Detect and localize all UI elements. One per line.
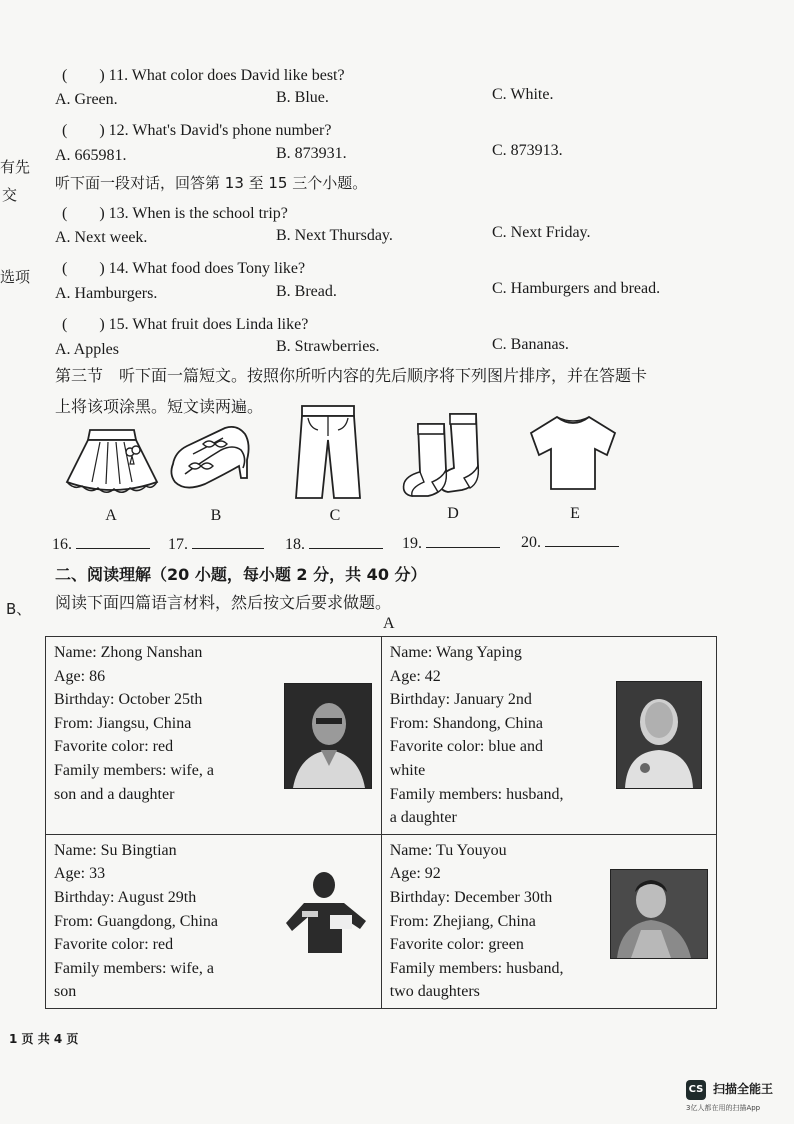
profile-line: white	[389, 761, 426, 779]
answer-blank-17[interactable]	[168, 534, 264, 554]
skirt-icon	[62, 420, 162, 500]
option-15-b: B. Strawberries.	[276, 338, 380, 355]
answer-blank-18[interactable]	[285, 534, 383, 554]
option-14-b: B. Bread.	[276, 283, 337, 300]
profile-line: Age: 42	[389, 667, 441, 685]
profile-line: son and a daughter	[54, 785, 175, 803]
profile-line: Favorite color: red	[54, 738, 174, 756]
profile-line: Family members: wife, a	[54, 761, 214, 779]
picture-label-d: D	[447, 505, 459, 522]
profile-line: Family members: wife, a	[54, 959, 214, 977]
section3-instruction-line2: 上将该项涂黑。短文读两遍。	[55, 397, 264, 416]
profiles-table	[45, 636, 717, 1009]
profile-line: Birthday: August 29th	[54, 888, 197, 906]
option-15-a: A. Apples	[55, 341, 119, 358]
option-13-b: B. Next Thursday.	[276, 227, 393, 244]
profile-line: Birthday: December 30th	[389, 888, 553, 906]
answer-blank-number: 19.	[402, 535, 422, 552]
profile-card-su-bingtian	[46, 834, 382, 1008]
reading-instruction: 阅读下面四篇语言材料，然后按文后要求做题。	[55, 593, 392, 612]
option-13-a: A. Next week.	[55, 229, 148, 246]
answer-blank-16[interactable]	[52, 534, 150, 554]
question-12: ( ) 12. What's David's phone number?	[62, 122, 332, 139]
picture-label-a: A	[105, 507, 117, 524]
answer-blank-19[interactable]	[402, 533, 500, 553]
answer-blank-number: 17.	[168, 536, 188, 553]
profile-line: Favorite color: blue and	[389, 738, 543, 756]
shoes-icon	[165, 414, 265, 499]
picture-label-e: E	[570, 505, 580, 522]
portrait-photo	[616, 681, 702, 789]
profile-line: Name: Su Bingtian	[54, 841, 177, 859]
tshirt-icon	[527, 413, 619, 493]
answer-blank-line[interactable]	[76, 534, 150, 549]
answer-blank-number: 18.	[285, 536, 305, 553]
passage-label: A	[383, 615, 395, 632]
app-name: 扫描全能王	[713, 1081, 774, 1096]
profile-line: From: Zhejiang, China	[389, 912, 536, 930]
profile-card-tu-youyou	[381, 834, 716, 1008]
profile-card-zhong-nanshan	[46, 637, 382, 835]
option-12-a: A. 665981.	[55, 147, 127, 164]
portrait-photo	[610, 869, 708, 959]
margin-fragment: B、	[6, 600, 32, 618]
option-14-c: C. Hamburgers and bread.	[492, 280, 661, 297]
picture-label-b: B	[210, 507, 222, 524]
profile-line: Favorite color: green	[389, 936, 524, 954]
profile-line: Favorite color: red	[54, 936, 174, 954]
margin-fragment: 交	[2, 186, 18, 204]
answer-blank-line[interactable]	[309, 534, 383, 549]
profile-line: son	[54, 983, 77, 1001]
profile-line: Name: Zhong Nanshan	[54, 644, 203, 661]
profile-line: Name: Wang Yaping	[389, 644, 522, 661]
answer-blank-number: 16.	[52, 536, 72, 553]
profile-line: Family members: husband,	[389, 785, 564, 803]
page-number: 1 页 共 4 页	[9, 1032, 79, 1046]
profile-line: From: Shandong, China	[389, 714, 544, 732]
profile-line: Birthday: January 2nd	[389, 691, 532, 709]
picture-label-c: C	[329, 507, 341, 524]
pants-icon	[288, 404, 368, 500]
scanner-app-watermark	[686, 1079, 773, 1100]
question-11: ( ) 11. What color does David like best?	[62, 67, 345, 84]
portrait-photo	[282, 867, 370, 953]
profile-line: Birthday: October 25th	[54, 691, 203, 709]
socks-icon	[398, 408, 493, 500]
margin-fragment: 有先	[0, 158, 31, 176]
profile-line: Age: 33	[54, 865, 106, 883]
profile-line: From: Guangdong, China	[54, 912, 218, 930]
answer-blank-20[interactable]	[521, 532, 619, 552]
app-tagline: 3亿人都在用的扫描App	[686, 1104, 761, 1112]
profile-line: From: Jiangsu, China	[54, 714, 192, 732]
option-14-a: A. Hamburgers.	[55, 285, 158, 302]
answer-blank-line[interactable]	[545, 532, 619, 547]
instruction-13-15: 听下面一段对话，回答第 13 至 15 三个小题。	[55, 174, 368, 192]
question-14: ( ) 14. What food does Tony like?	[62, 260, 306, 277]
profile-line: a daughter	[389, 809, 457, 827]
reading-heading: 二、阅读理解（20 小题，每小题 2 分，共 40 分）	[55, 565, 427, 584]
question-13: ( ) 13. When is the school trip?	[62, 205, 288, 222]
option-15-c: C. Bananas.	[492, 336, 569, 353]
answer-blank-line[interactable]	[192, 534, 264, 549]
question-15: ( ) 15. What fruit does Linda like?	[62, 316, 309, 333]
option-13-c: C. Next Friday.	[492, 224, 591, 241]
option-11-b: B. Blue.	[276, 89, 329, 106]
profile-card-wang-yaping	[381, 637, 716, 835]
option-11-c: C. White.	[492, 86, 554, 103]
option-11-a: A. Green.	[55, 91, 118, 108]
profile-line: Family members: husband,	[389, 959, 564, 977]
option-12-b: B. 873931.	[276, 145, 347, 162]
camscanner-logo-icon: CS	[686, 1080, 706, 1100]
answer-blank-line[interactable]	[426, 533, 500, 548]
section3-instruction-line1: 第三节 听下面一篇短文。按照你所听内容的先后顺序将下列图片排序，并在答题卡	[55, 366, 648, 385]
profile-line: two daughters	[389, 983, 480, 1001]
margin-fragment: 选项	[0, 268, 31, 286]
profile-line: Name: Tu Youyou	[389, 841, 507, 859]
profile-line: Age: 92	[389, 865, 441, 883]
profile-line: Age: 86	[54, 667, 106, 685]
option-12-c: C. 873913.	[492, 142, 563, 159]
answer-blank-number: 20.	[521, 534, 541, 551]
portrait-photo	[284, 683, 372, 789]
